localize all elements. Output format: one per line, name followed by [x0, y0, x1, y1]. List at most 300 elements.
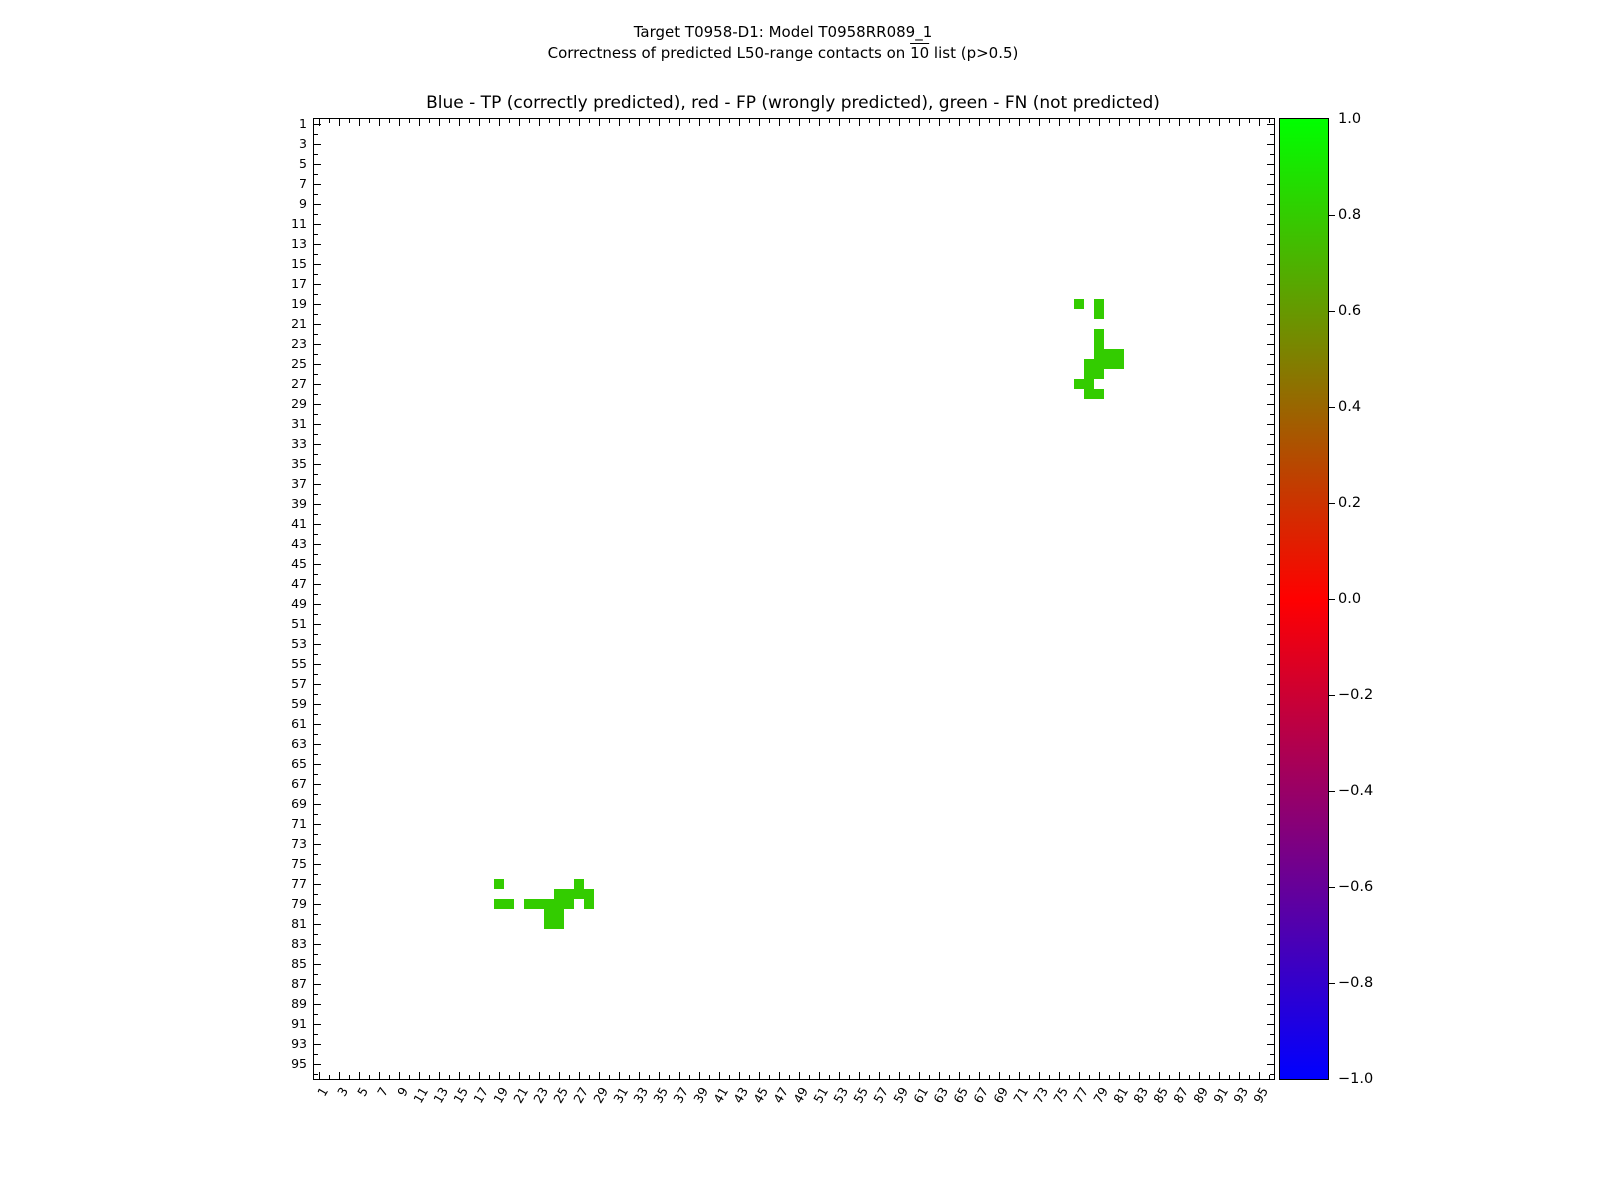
y-axis-tick [314, 534, 318, 535]
y-axis-tick [1270, 594, 1274, 595]
y-axis-tick [1267, 124, 1274, 125]
x-axis-tick [679, 119, 680, 126]
x-axis-tick [549, 119, 550, 123]
colorbar-tick-label: −0.2 [1338, 687, 1374, 703]
fn-cell [554, 899, 564, 909]
x-axis-tick [419, 1072, 420, 1079]
x-axis-tick [839, 1072, 840, 1079]
x-tick-label: 77 [1070, 1084, 1092, 1106]
y-axis-tick [1267, 444, 1274, 445]
y-axis-tick [314, 484, 321, 485]
x-axis-tick [959, 1072, 960, 1079]
y-tick-label: 57 [291, 676, 307, 691]
x-axis-tick [379, 1072, 380, 1079]
x-axis-tick [919, 1072, 920, 1079]
y-axis-tick [1267, 644, 1274, 645]
x-axis-tick [989, 119, 990, 123]
x-tick-label: 15 [450, 1084, 472, 1106]
x-tick-label: 53 [830, 1084, 852, 1106]
x-axis-tick [1169, 119, 1170, 123]
y-axis-tick [314, 324, 321, 325]
x-axis-tick [769, 119, 770, 123]
y-axis-tick [314, 1004, 321, 1005]
y-axis-tick [1270, 854, 1274, 855]
y-axis-tick [314, 734, 318, 735]
x-axis-tick [899, 119, 900, 126]
x-axis-tick [649, 1075, 650, 1079]
y-axis-tick [1267, 984, 1274, 985]
y-axis-tick [1270, 574, 1274, 575]
x-axis-tick [589, 1075, 590, 1079]
y-axis-tick [1267, 464, 1274, 465]
y-tick-label: 3 [299, 136, 307, 151]
y-axis-tick [314, 1034, 318, 1035]
y-axis-tick [1267, 1064, 1274, 1065]
x-axis-tick [1259, 1072, 1260, 1079]
x-tick-label: 33 [630, 1084, 652, 1106]
y-axis-tick [1267, 164, 1274, 165]
y-tick-label: 63 [291, 736, 307, 751]
y-axis-tick [1270, 194, 1274, 195]
y-tick-label: 23 [291, 336, 307, 351]
x-axis-tick [419, 119, 420, 126]
x-axis-tick [909, 1075, 910, 1079]
x-axis-tick [389, 1075, 390, 1079]
x-tick-label: 45 [750, 1084, 772, 1106]
x-tick-label: 57 [870, 1084, 892, 1106]
x-tick-label: 19 [490, 1084, 512, 1106]
x-axis-tick [969, 1075, 970, 1079]
y-axis-tick [314, 704, 321, 705]
y-tick-label: 87 [291, 976, 307, 991]
fn-cell [1084, 369, 1094, 379]
fn-cell [1094, 369, 1104, 379]
x-axis-tick [579, 119, 580, 126]
y-axis-tick [1270, 914, 1274, 915]
x-axis-tick [609, 119, 610, 123]
x-tick-label: 41 [710, 1084, 732, 1106]
y-axis-tick [1267, 364, 1274, 365]
y-axis-tick [1270, 994, 1274, 995]
x-axis-tick [889, 1075, 890, 1079]
y-axis-tick [1270, 934, 1274, 935]
x-axis-tick [549, 1075, 550, 1079]
x-axis-tick [789, 119, 790, 123]
x-axis-tick [449, 119, 450, 123]
y-axis-tick [314, 584, 321, 585]
x-axis-tick [339, 119, 340, 126]
x-tick-label: 69 [990, 1084, 1012, 1106]
y-tick-label: 75 [291, 856, 307, 871]
x-axis-tick [1119, 119, 1120, 126]
y-axis-tick [1270, 954, 1274, 955]
fn-cell [584, 899, 594, 909]
y-axis-tick [314, 194, 318, 195]
x-tick-label: 79 [1090, 1084, 1112, 1106]
x-tick-label: 89 [1190, 1084, 1212, 1106]
y-axis-tick [1270, 1014, 1274, 1015]
x-axis-tick [1149, 1075, 1150, 1079]
x-axis-tick [1009, 119, 1010, 123]
x-axis-tick [1249, 119, 1250, 123]
x-axis-tick [829, 119, 830, 123]
x-axis-tick [469, 119, 470, 123]
x-axis-tick [709, 1075, 710, 1079]
y-axis-tick [1267, 1004, 1274, 1005]
y-tick-label: 17 [291, 276, 307, 291]
y-axis-tick [314, 654, 318, 655]
y-axis-tick [314, 264, 321, 265]
x-axis-tick [639, 119, 640, 126]
y-axis-tick [1267, 804, 1274, 805]
axes-title-legend: Blue - TP (correctly predicted), red - FP (wrongly predicted), green - FN (not predicted) [426, 93, 1160, 113]
y-axis-tick [1267, 844, 1274, 845]
y-axis-tick [1270, 154, 1274, 155]
y-axis-tick [314, 914, 318, 915]
x-axis-tick [1209, 119, 1210, 123]
y-axis-tick [314, 714, 318, 715]
x-tick-label: 73 [1030, 1084, 1052, 1106]
x-axis-tick [1229, 1075, 1230, 1079]
y-axis-tick [1267, 264, 1274, 265]
x-axis-tick [789, 1075, 790, 1079]
x-axis-tick [679, 1072, 680, 1079]
y-axis-tick [1267, 1044, 1274, 1045]
y-axis-tick [1267, 864, 1274, 865]
y-axis-tick [1270, 874, 1274, 875]
x-axis-tick [749, 1075, 750, 1079]
x-axis-tick [919, 119, 920, 126]
y-axis-tick [314, 524, 321, 525]
figure-title-line2-suffix: list (p>0.5) [929, 44, 1019, 62]
y-axis-tick [314, 354, 318, 355]
x-axis-tick [779, 119, 780, 126]
x-axis-tick [899, 1072, 900, 1079]
x-axis-tick [1189, 1075, 1190, 1079]
x-axis-tick [729, 1075, 730, 1079]
y-axis-tick [314, 254, 318, 255]
y-axis-tick [314, 954, 318, 955]
y-tick-label: 93 [291, 1036, 307, 1051]
colorbar-tick-label: 0.2 [1338, 495, 1362, 511]
x-axis-tick [1109, 1075, 1110, 1079]
y-axis-tick [1270, 494, 1274, 495]
y-axis-tick [314, 994, 318, 995]
y-axis-tick [1267, 764, 1274, 765]
x-axis-tick [719, 1072, 720, 1079]
x-axis-tick [359, 1072, 360, 1079]
y-tick-label: 13 [291, 236, 307, 251]
x-axis-tick [819, 1072, 820, 1079]
x-tick-label: 23 [530, 1084, 552, 1106]
y-axis-tick [314, 234, 318, 235]
y-axis-tick [314, 874, 318, 875]
x-axis-tick [839, 119, 840, 126]
x-axis-tick [619, 119, 620, 126]
x-tick-label: 61 [910, 1084, 932, 1106]
y-axis-tick [314, 644, 321, 645]
colorbar-tick-label: 1.0 [1338, 111, 1362, 127]
y-axis-tick [314, 1074, 318, 1075]
y-axis-tick [1267, 564, 1274, 565]
y-tick-label: 79 [291, 896, 307, 911]
y-axis-tick [314, 154, 318, 155]
x-axis-tick [1089, 119, 1090, 123]
y-tick-label: 11 [291, 216, 307, 231]
x-axis-tick [579, 1072, 580, 1079]
x-axis-tick [659, 119, 660, 126]
y-axis-tick [314, 294, 318, 295]
y-axis-tick [1267, 924, 1274, 925]
y-axis-tick [1267, 744, 1274, 745]
x-axis-tick [1139, 1072, 1140, 1079]
y-axis-tick [1267, 544, 1274, 545]
x-axis-tick [489, 119, 490, 123]
contact-map-plot [291, 116, 1275, 1106]
y-tick-label: 89 [291, 996, 307, 1011]
x-axis-tick [589, 119, 590, 123]
y-axis-tick [314, 794, 318, 795]
y-axis-tick [314, 964, 321, 965]
fn-cell [524, 899, 534, 909]
y-axis-tick [314, 574, 318, 575]
y-axis-tick [1267, 304, 1274, 305]
y-tick-label: 55 [291, 656, 307, 671]
y-axis-tick [314, 1044, 321, 1045]
colorbar-tick [1328, 599, 1335, 600]
x-axis-tick [1139, 119, 1140, 126]
y-axis-tick [314, 554, 318, 555]
y-tick-label: 85 [291, 956, 307, 971]
y-axis-tick [314, 544, 321, 545]
x-axis-tick [1119, 1072, 1120, 1079]
fn-cell [1094, 309, 1104, 319]
y-axis-tick [1270, 654, 1274, 655]
y-axis-tick [1267, 1024, 1274, 1025]
x-axis-tick [1219, 1072, 1220, 1079]
x-axis-tick [369, 1075, 370, 1079]
y-tick-label: 27 [291, 376, 307, 391]
y-axis-tick [1270, 274, 1274, 275]
y-axis-tick [1267, 904, 1274, 905]
y-axis-tick [314, 224, 321, 225]
y-axis-tick [314, 304, 321, 305]
x-tick-label: 27 [570, 1084, 592, 1106]
x-axis-tick [1179, 119, 1180, 126]
y-axis-tick [1267, 284, 1274, 285]
x-axis-tick [439, 119, 440, 126]
y-axis-tick [1267, 584, 1274, 585]
colorbar-tick-label: −0.4 [1338, 783, 1374, 799]
y-tick-label: 45 [291, 556, 307, 571]
x-axis-tick [529, 1075, 530, 1079]
y-axis-tick [314, 124, 321, 125]
x-axis-tick [609, 1075, 610, 1079]
x-axis-tick [849, 1075, 850, 1079]
x-axis-tick [759, 1072, 760, 1079]
colorbar-tick [1328, 215, 1335, 216]
x-tick-label: 91 [1210, 1084, 1232, 1106]
x-axis-tick [629, 1075, 630, 1079]
y-tick-label: 7 [299, 176, 307, 191]
y-axis-tick [314, 694, 318, 695]
fn-cell [1074, 299, 1084, 309]
y-tick-label: 83 [291, 936, 307, 951]
x-axis-tick [469, 1075, 470, 1079]
colorbar-tick-label: −0.8 [1338, 975, 1374, 991]
y-axis-tick [1267, 344, 1274, 345]
x-axis-tick [569, 119, 570, 123]
x-axis-tick [1269, 1075, 1270, 1079]
x-axis-tick [349, 1075, 350, 1079]
x-axis-tick [519, 1072, 520, 1079]
y-axis-tick [1267, 504, 1274, 505]
y-axis-tick [1267, 404, 1274, 405]
y-axis-tick [314, 394, 318, 395]
x-tick-label: 13 [430, 1084, 452, 1106]
x-tick-label: 55 [850, 1084, 872, 1106]
x-axis-tick [1209, 1075, 1210, 1079]
x-axis-tick [809, 1075, 810, 1079]
x-axis-tick [1239, 1072, 1240, 1079]
x-axis-tick [879, 1072, 880, 1079]
x-axis-tick [1129, 1075, 1130, 1079]
x-axis-tick [429, 1075, 430, 1079]
fn-cell [1094, 349, 1104, 359]
x-axis-tick [379, 119, 380, 126]
x-axis-tick [499, 1072, 500, 1079]
y-axis-tick [314, 624, 321, 625]
y-axis-tick [314, 664, 321, 665]
colorbar-tick-label: 0.4 [1338, 399, 1362, 415]
y-tick-label: 71 [291, 816, 307, 831]
fn-cell [544, 909, 554, 919]
x-axis-tick [539, 1072, 540, 1079]
fn-cell [494, 899, 504, 909]
y-tick-label: 33 [291, 436, 307, 451]
x-tick-label: 47 [770, 1084, 792, 1106]
y-tick-label: 95 [291, 1056, 307, 1071]
y-axis-tick [314, 744, 321, 745]
x-axis-tick [1079, 119, 1080, 126]
y-axis-tick [1270, 894, 1274, 895]
y-axis-tick [314, 674, 318, 675]
x-axis-tick [1039, 119, 1040, 126]
x-tick-label: 17 [470, 1084, 492, 1106]
x-axis-tick [729, 119, 730, 123]
colorbar-gradient [1280, 119, 1328, 1079]
x-axis-tick [459, 1072, 460, 1079]
x-tick-label: 65 [950, 1084, 972, 1106]
x-axis-tick [329, 119, 330, 123]
y-axis-tick [314, 634, 318, 635]
fn-cell [1084, 379, 1094, 389]
x-tick-label: 9 [394, 1084, 412, 1099]
x-axis-tick [519, 119, 520, 126]
y-axis-tick [314, 174, 318, 175]
y-axis-tick [1270, 514, 1274, 515]
x-axis-tick [319, 119, 320, 126]
y-axis-tick [314, 204, 321, 205]
y-axis-tick [1270, 734, 1274, 735]
fn-cell [574, 889, 584, 899]
y-axis-tick [314, 834, 318, 835]
y-axis-tick [1267, 524, 1274, 525]
y-axis-tick [1267, 784, 1274, 785]
x-axis-tick [619, 1072, 620, 1079]
x-tick-label: 51 [810, 1084, 832, 1106]
x-axis-tick [1029, 1075, 1030, 1079]
fn-cell [544, 899, 554, 909]
x-axis-tick [629, 119, 630, 123]
x-tick-label: 49 [790, 1084, 812, 1106]
y-axis-tick [1270, 834, 1274, 835]
y-axis-tick [1267, 724, 1274, 725]
x-axis-tick [659, 1072, 660, 1079]
y-axis-tick [314, 934, 318, 935]
x-tick-label: 95 [1250, 1084, 1272, 1106]
x-axis-tick [1069, 1075, 1070, 1079]
x-tick-label: 37 [670, 1084, 692, 1106]
y-tick-label: 41 [291, 516, 307, 531]
y-tick-label: 77 [291, 876, 307, 891]
x-axis-tick [1199, 1072, 1200, 1079]
x-axis-tick [1059, 1072, 1060, 1079]
y-axis-tick [1270, 694, 1274, 695]
x-tick-label: 3 [334, 1084, 352, 1099]
y-tick-label: 43 [291, 536, 307, 551]
y-axis-tick [1270, 354, 1274, 355]
colorbar-tick [1328, 503, 1335, 504]
y-axis-tick [314, 1064, 321, 1065]
x-axis-tick [1069, 119, 1070, 123]
y-tick-label: 25 [291, 356, 307, 371]
fn-cell [1074, 379, 1084, 389]
x-tick-label: 87 [1170, 1084, 1192, 1106]
x-axis-tick [449, 1075, 450, 1079]
x-axis-tick [529, 119, 530, 123]
y-axis-tick [1270, 434, 1274, 435]
y-tick-label: 21 [291, 316, 307, 331]
x-axis-tick [1259, 119, 1260, 126]
x-axis-tick [1169, 1075, 1170, 1079]
colorbar-tick [1328, 983, 1335, 984]
y-tick-label: 1 [299, 116, 307, 131]
fn-cell [1104, 359, 1114, 369]
x-tick-label: 59 [890, 1084, 912, 1106]
y-axis-tick [314, 844, 321, 845]
x-axis-tick [1199, 119, 1200, 126]
x-axis-tick [459, 119, 460, 126]
y-axis-tick [314, 444, 321, 445]
y-axis-tick [1270, 534, 1274, 535]
y-tick-label: 15 [291, 256, 307, 271]
x-axis-tick [599, 1072, 600, 1079]
y-axis-tick [314, 854, 318, 855]
y-axis-tick [314, 514, 318, 515]
x-axis-tick [1179, 1072, 1180, 1079]
x-axis-tick [489, 1075, 490, 1079]
fn-cell [564, 899, 574, 909]
x-tick-label: 75 [1050, 1084, 1072, 1106]
x-axis-tick [409, 1075, 410, 1079]
x-axis-tick [809, 119, 810, 123]
x-tick-label: 25 [550, 1084, 572, 1106]
y-axis-tick [1270, 294, 1274, 295]
x-axis-tick [709, 119, 710, 123]
x-tick-label: 81 [1110, 1084, 1132, 1106]
x-axis-tick [999, 119, 1000, 126]
